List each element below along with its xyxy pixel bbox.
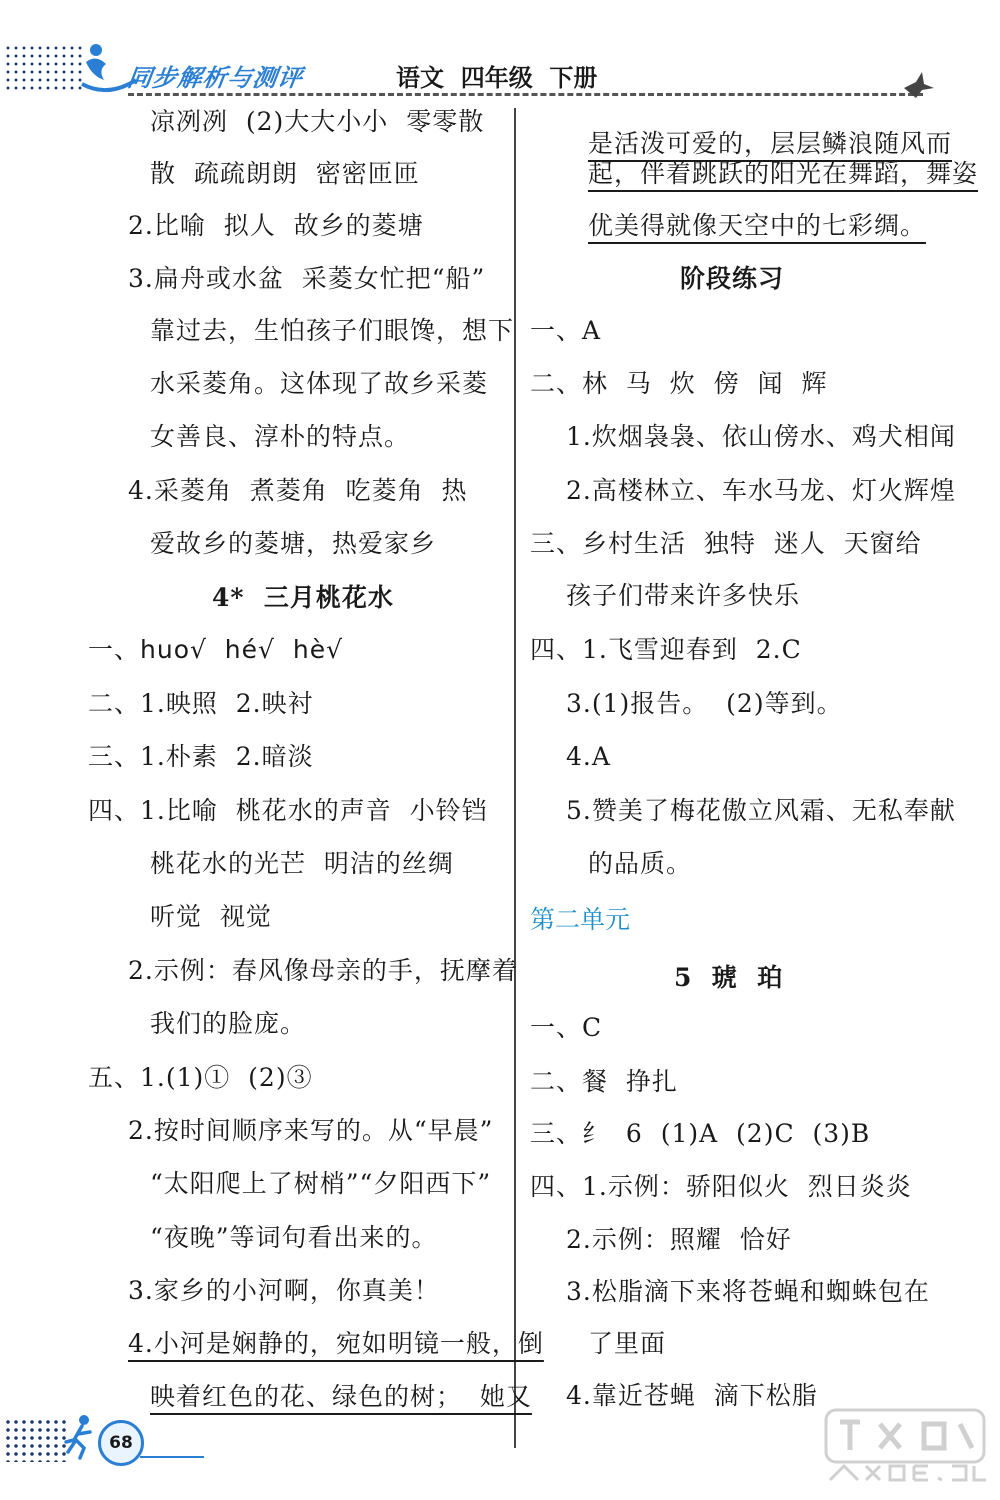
answer-line-underlined: 起，伴着跳跃的阳光在舞蹈，舞姿	[588, 159, 979, 188]
answer-line: 的品质。	[588, 849, 693, 878]
answer-line: 五、1.(1)① (2)③	[88, 1063, 313, 1092]
section-heading: 阶段练习	[680, 264, 785, 293]
answer-line: 2.示例：照耀 恰好	[566, 1225, 792, 1254]
answer-line: 我们的脸庞。	[150, 1009, 307, 1038]
header-dashed-rule	[128, 93, 923, 96]
answer-line-underlined: 4.小河是娴静的，宛如明镜一般，倒	[128, 1329, 544, 1358]
answer-line: 水采菱角。这体现了故乡采菱	[150, 369, 489, 398]
answer-line: 三、纟 6 (1)A (2)C (3)B	[530, 1119, 871, 1148]
answer-line: 4.采菱角 煮菱角 吃菱角 热	[128, 476, 468, 505]
column-divider	[514, 108, 516, 1448]
answer-line: 三、1.朴素 2.暗淡	[88, 742, 314, 771]
answer-line: 2.按时间顺序来写的。从“早晨”	[128, 1116, 494, 1145]
answer-line: 四、1.飞雪迎春到 2.C	[530, 635, 802, 664]
header-dot-pattern	[4, 44, 82, 90]
answer-line: 散 疏疏朗朗 密密匝匝	[150, 159, 420, 188]
answer-line-underlined: 优美得就像天空中的七彩绸。	[588, 211, 927, 240]
answer-line: 5.赞美了梅花傲立风霜、无私奉献	[566, 796, 956, 825]
answer-line: 4.A	[566, 742, 611, 771]
answer-line: 四、1.示例：骄阳似火 烈日炎炎	[530, 1172, 912, 1201]
answer-line: 四、1.比喻 桃花水的声音 小铃铛	[88, 796, 488, 825]
answer-line: “夜晚”等词句看出来的。	[150, 1223, 438, 1252]
answer-line: 二、林 马 炊 傍 闻 辉	[530, 369, 828, 398]
answer-line: 二、餐 挣扎	[530, 1067, 678, 1096]
answer-line: 2.比喻 拟人 故乡的菱塘	[128, 211, 424, 240]
answer-line: 3.家乡的小河啊，你真美！	[128, 1276, 440, 1305]
answer-line: 3.(1)报告。 (2)等到。	[566, 689, 843, 718]
answer-line: 爱故乡的菱塘，热爱家乡	[150, 529, 437, 558]
page-header	[0, 0, 1000, 100]
answer-line-underlined: 是活泼可爱的，层层鳞浪随风而	[588, 129, 953, 158]
answer-line: 三、乡村生活 独特 迷人 天窗给	[530, 529, 922, 558]
runner-icon	[62, 1412, 100, 1460]
answer-line: 1.炊烟袅袅、依山傍水、鸡犬相闻	[566, 422, 956, 451]
bird-icon	[902, 70, 936, 100]
answer-line: 桃花水的光芒 明洁的丝绸	[150, 849, 454, 878]
answer-line: 孩子们带来许多快乐	[566, 581, 801, 610]
answer-line: 2.高楼林立、车水马龙、灯火辉煌	[566, 476, 956, 505]
answer-line: 凉冽冽 (2)大大小小 零零散	[150, 107, 485, 136]
book-title: 语文 四年级 下册	[396, 64, 598, 92]
answer-line: 3.扁舟或水盆 采菱女忙把“船”	[128, 264, 486, 293]
lesson-heading: 5 琥 珀	[674, 963, 784, 992]
answer-line-underlined: 映着红色的花、绿色的树； 她又	[150, 1382, 532, 1411]
lesson-heading: 4* 三月桃花水	[212, 583, 394, 612]
watermark-logo	[820, 1402, 990, 1494]
answer-line: 了里面	[588, 1329, 667, 1358]
answer-line: 女善良、淳朴的特点。	[150, 422, 411, 451]
answer-line: 一、huo√ hé√ hè√	[88, 635, 344, 664]
answer-line: 一、A	[530, 316, 602, 345]
answer-line: 一、C	[530, 1013, 603, 1042]
footer-dot-pattern	[4, 1418, 66, 1462]
answer-line: 3.松脂滴下来将苍蝇和蜘蛛包在	[566, 1277, 930, 1306]
answer-line: “太阳爬上了树梢”“夕阳西下”	[150, 1169, 492, 1198]
unit-heading: 第二单元	[530, 905, 631, 934]
answer-line: 4.靠近苍蝇 滴下松脂	[566, 1381, 818, 1410]
answer-line: 听觉 视觉	[150, 902, 272, 931]
answer-line: 靠过去，生怕孩子们眼馋，想下	[150, 316, 515, 345]
page-number-badge: 68	[98, 1420, 144, 1466]
answer-line: 2.示例：春风像母亲的手，抚摩着	[128, 956, 518, 985]
footer-rule	[140, 1456, 204, 1458]
answer-line: 二、1.映照 2.映衬	[88, 689, 314, 718]
brand-title: 同步解析与测评	[125, 64, 305, 92]
